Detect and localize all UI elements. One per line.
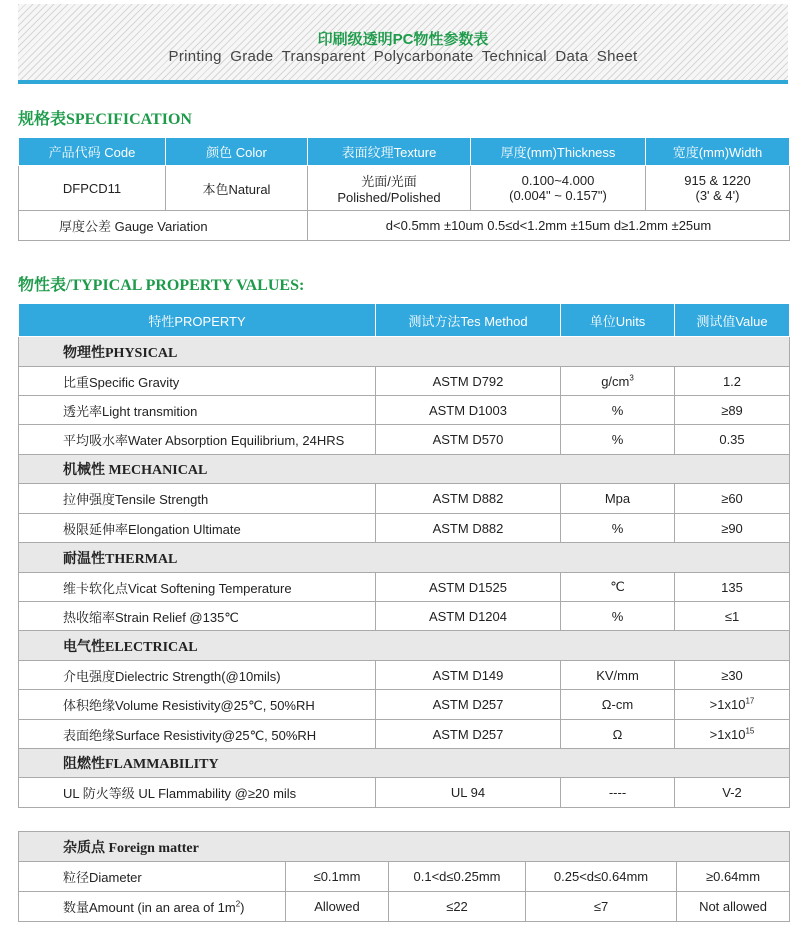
value-base: >1x10: [709, 697, 746, 712]
category-flammability: 阻燃性FLAMMABILITY: [19, 749, 790, 778]
table-row: [19, 367, 790, 396]
property-unit: %: [561, 425, 675, 455]
gauge-row: [19, 211, 790, 241]
amount-label-end: ): [240, 900, 245, 915]
spec-header-width: 宽度(mm)Width: [646, 138, 790, 166]
category-mechanical: 机械性 MECHANICAL: [19, 455, 790, 484]
spec-width-mm: 915 & 1220: [684, 173, 751, 188]
spec-thickness-inch: (0.004" ~ 0.157"): [509, 188, 607, 203]
property-value: 0.35: [675, 425, 790, 455]
property-name: 体积绝缘Volume Resistivity@25℃, 50%RH: [19, 690, 376, 720]
title-chinese: 印刷级透明PC物性参数表: [317, 31, 489, 48]
property-unit: [561, 367, 675, 396]
header-divider: [18, 80, 788, 84]
property-name: 介电强度Dielectric Strength(@10mils): [19, 661, 376, 690]
spec-texture-en: Polished/Polished: [337, 190, 441, 205]
prop-header-units: 单位Units: [561, 304, 675, 337]
diameter-cell: ≤0.1mm: [286, 862, 389, 892]
property-value: ≤1: [675, 602, 790, 631]
properties-section-title: 物性表/TYPICAL PROPERTY VALUES:: [18, 277, 305, 294]
amount-label-base: 数量Amount (in an area of 1m: [63, 900, 236, 915]
amount-cell: ≤22: [389, 892, 526, 922]
property-method: ASTM D149: [376, 661, 561, 690]
amount-label-exponent: 2: [235, 899, 241, 909]
table-row: [19, 690, 790, 720]
amount-cell: ≤7: [526, 892, 677, 922]
property-method: ASTM D1003: [376, 396, 561, 425]
property-unit: %: [561, 514, 675, 543]
property-name: 拉伸强度Tensile Strength: [19, 484, 376, 514]
property-method: ASTM D257: [376, 720, 561, 749]
amount-cell: Allowed: [286, 892, 389, 922]
property-unit: %: [561, 602, 675, 631]
specification-section-title: 规格表SPECIFICATION: [18, 111, 192, 128]
property-unit: KV/mm: [561, 661, 675, 690]
value-exponent: 15: [745, 726, 755, 736]
category-electrical: 电气性ELECTRICAL: [19, 631, 790, 661]
spec-row: [19, 166, 790, 211]
spec-texture: [308, 166, 471, 211]
property-method: ASTM D257: [376, 690, 561, 720]
spec-thickness-mm: 0.100~4.000: [521, 173, 595, 188]
diameter-cell: 0.25<d≤0.64mm: [526, 862, 677, 892]
property-unit: ℃: [561, 573, 675, 602]
gauge-label: 厚度公差 Gauge Variation: [19, 211, 308, 241]
property-method: ASTM D1204: [376, 602, 561, 631]
property-name: 平均吸水率Water Absorption Equilibrium, 24HRS: [19, 425, 376, 455]
diameter-cell: 0.1<d≤0.25mm: [389, 862, 526, 892]
property-name: 表面绝缘Surface Resistivity@25℃, 50%RH: [19, 720, 376, 749]
diameter-cell: ≥0.64mm: [677, 862, 790, 892]
unit-exponent: 3: [629, 373, 634, 383]
properties-table: [18, 303, 790, 808]
spec-header-thickness: 厚度(mm)Thickness: [471, 138, 646, 166]
property-value: ≥30: [675, 661, 790, 690]
amount-row: [19, 892, 790, 922]
property-value: V-2: [675, 778, 790, 808]
property-unit: Mpa: [561, 484, 675, 514]
property-method: ASTM D882: [376, 514, 561, 543]
title-english: Printing Grade Transparent Polycarbonate Technical Data Sheet: [168, 48, 638, 65]
property-name: UL 防火等级 UL Flammability @≥20 mils: [19, 778, 376, 808]
table-row: [19, 484, 790, 514]
foreign-matter-table: [18, 831, 790, 922]
diameter-label: 粒径Diameter: [19, 862, 286, 892]
property-name: 比重Specific Gravity: [19, 367, 376, 396]
amount-cell: Not allowed: [677, 892, 790, 922]
value-base: >1x10: [709, 726, 746, 742]
prop-header-method: 测试方法Tes Method: [376, 304, 561, 337]
category-physical: 物理性PHYSICAL: [19, 337, 790, 367]
table-row: [19, 396, 790, 425]
property-value: ≥89: [675, 396, 790, 425]
category-thermal: 耐温性THERMAL: [19, 543, 790, 573]
table-row: [19, 514, 790, 543]
property-value: 1.2: [675, 367, 790, 396]
property-value: ≥90: [675, 514, 790, 543]
property-name: 极限延伸率Elongation Ultimate: [19, 514, 376, 543]
spec-header-color: 颜色 Color: [166, 138, 308, 166]
spec-texture-cn: 光面/光面: [361, 174, 417, 189]
prop-header-property: 特性PROPERTY: [19, 304, 376, 337]
table-row: [19, 573, 790, 602]
diameter-row: [19, 862, 790, 892]
property-method: ASTM D792: [376, 367, 561, 396]
value-exponent: 17: [745, 696, 755, 706]
property-unit: Ω-cm: [561, 690, 675, 720]
property-name: 维卡软化点Vicat Softening Temperature: [19, 573, 376, 602]
spec-color: 本色Natural: [166, 166, 308, 211]
spec-code: DFPCD11: [19, 166, 166, 211]
property-unit: ----: [561, 778, 675, 808]
property-name: 热收缩率Strain Relief @135℃: [19, 602, 376, 631]
property-value: [675, 720, 790, 749]
amount-label: [19, 892, 286, 922]
spec-width-ft: (3' & 4'): [695, 188, 740, 203]
property-method: ASTM D1525: [376, 573, 561, 602]
prop-header-value: 测试值Value: [675, 304, 790, 337]
foreign-matter-title: 杂质点 Foreign matter: [19, 832, 790, 862]
property-value: 135: [675, 573, 790, 602]
table-row: [19, 778, 790, 808]
table-row: [19, 661, 790, 690]
spec-thickness: [471, 166, 646, 211]
property-value: ≥60: [675, 484, 790, 514]
gauge-value: d<0.5mm ±10um 0.5≤d<1.2mm ±15um d≥1.2mm ±25um: [308, 211, 790, 241]
unit-base: g/cm: [601, 373, 630, 389]
spec-header-code: 产品代码 Code: [19, 138, 166, 166]
property-method: ASTM D882: [376, 484, 561, 514]
property-value: [675, 690, 790, 720]
table-row: [19, 425, 790, 455]
property-unit: %: [561, 396, 675, 425]
table-row: [19, 720, 790, 749]
table-row: [19, 602, 790, 631]
spec-header-texture: 表面纹理Texture: [308, 138, 471, 166]
property-method: ASTM D570: [376, 425, 561, 455]
specification-table: [18, 137, 790, 241]
spec-width: [646, 166, 790, 211]
property-method: UL 94: [376, 778, 561, 808]
property-name: 透光率Light transmition: [19, 396, 376, 425]
property-unit: Ω: [561, 720, 675, 749]
